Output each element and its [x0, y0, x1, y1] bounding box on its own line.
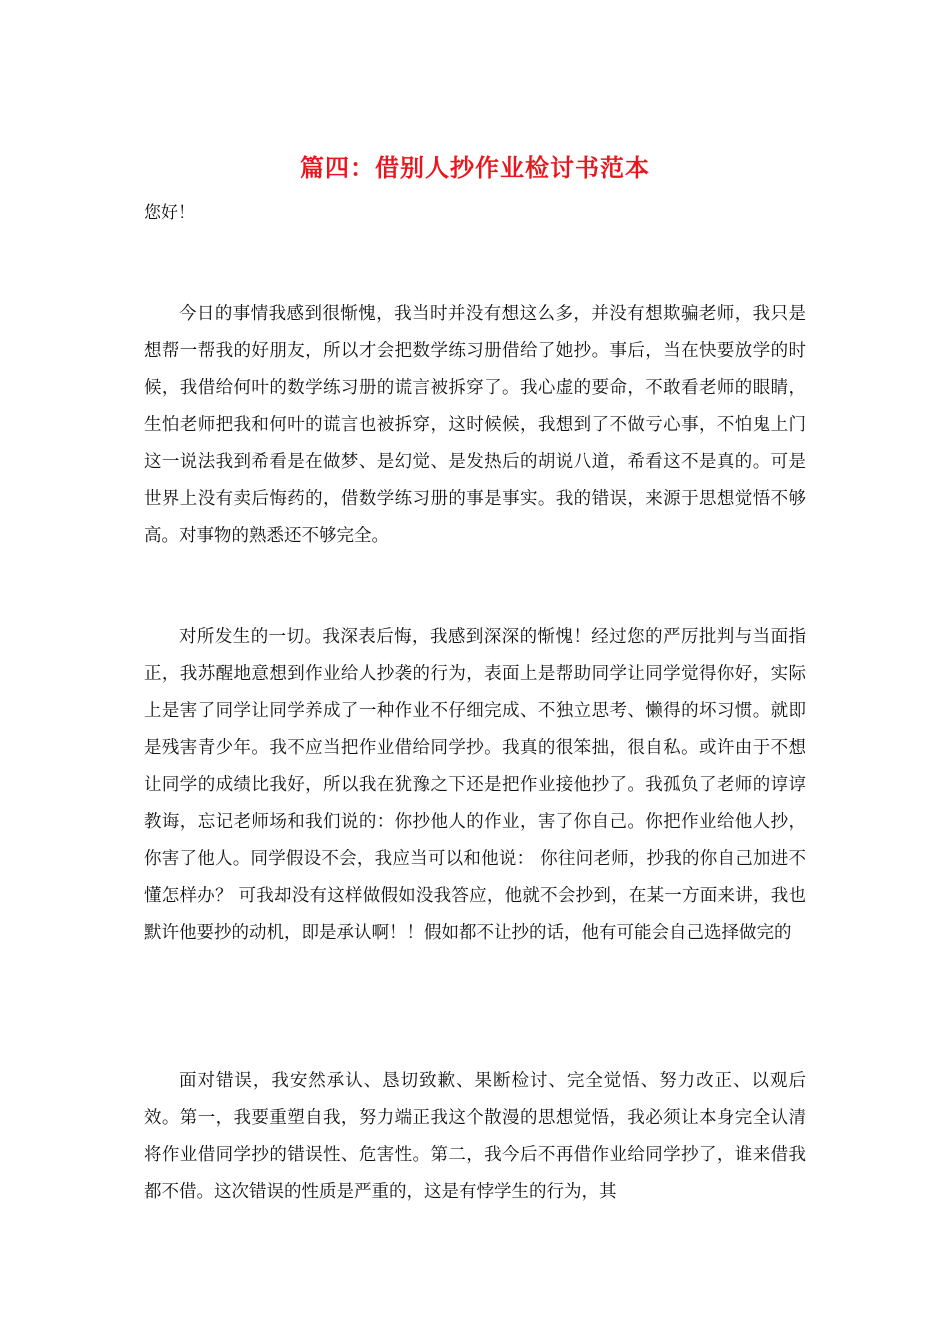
paragraph-2: 对所发生的一切。我深表后悔，我感到深深的惭愧！经过您的严厉批判与当面指正，我苏醒地意想到作业给人抄袭的行为，表面上是帮助同学让同学觉得你好，实际上是害了同学让同学养成了一种作业不仔细完成、不独立思考、懒得的坏习惯。就即是残害青少年。我不应当把作业借给同学抄。我真的很笨拙，很自私。或许由于不想让同学的成绩比我好，所以我在犹豫之下还是把作业接他抄了。我孤负了老师的谆谆教诲，忘记老师场和我们说的：你抄他人的作业，害了你自己。你把作业给他人抄，你害了他人。同学假设不会，我应当可以和他说： 你往问老师，抄我的你自己加进不懂怎样办？ 可我却没有这样做假如没我答应，他就不会抄到，在某一方面来讲，我也默许他要抄的动机，即是承认啊！！假如都不让抄的话，他有可能会自己选择做完的	[144, 627, 806, 943]
paragraph-1: 今日的事情我感到很惭愧，我当时并没有想这么多，并没有想欺骗老师，我只是想帮一帮我的好朋友，所以才会把数学练习册借给了她抄。事后，当在快要放学的时候，我借给何叶的数学练习册的谎言被拆穿了。我心虚的要命，不敢看老师的眼睛，生怕老师把我和何叶的谎言也被拆穿，这时候候，我想到了不做亏心事，不怕鬼上门 这一说法我到希看是在做梦、是幻觉、是发热后的胡说八道，希看这不是真的。可是世界上没有卖后悔药的，借数学练习册的事是事实。我的错误，来源于思想觉悟不够高。对事物的熟悉还不够完全。	[144, 304, 806, 546]
paragraph-3: 面对错误，我安然承认、恳切致歉、果断检讨、完全觉悟、努力改正、以观后效。第一，我要重塑自我，努力端正我这个散漫的思想觉悟，我必须让本身完全认清将作业借同学抄的错误性、危害性。第二，我今后不再借作业给同学抄了，谁来借我都不借。这次错误的性质是严重的，这是有悖学生的行为，其	[144, 1071, 806, 1202]
document-title: 篇四：借别人抄作业检讨书范本	[300, 153, 650, 182]
greeting: 您好！	[144, 203, 195, 223]
